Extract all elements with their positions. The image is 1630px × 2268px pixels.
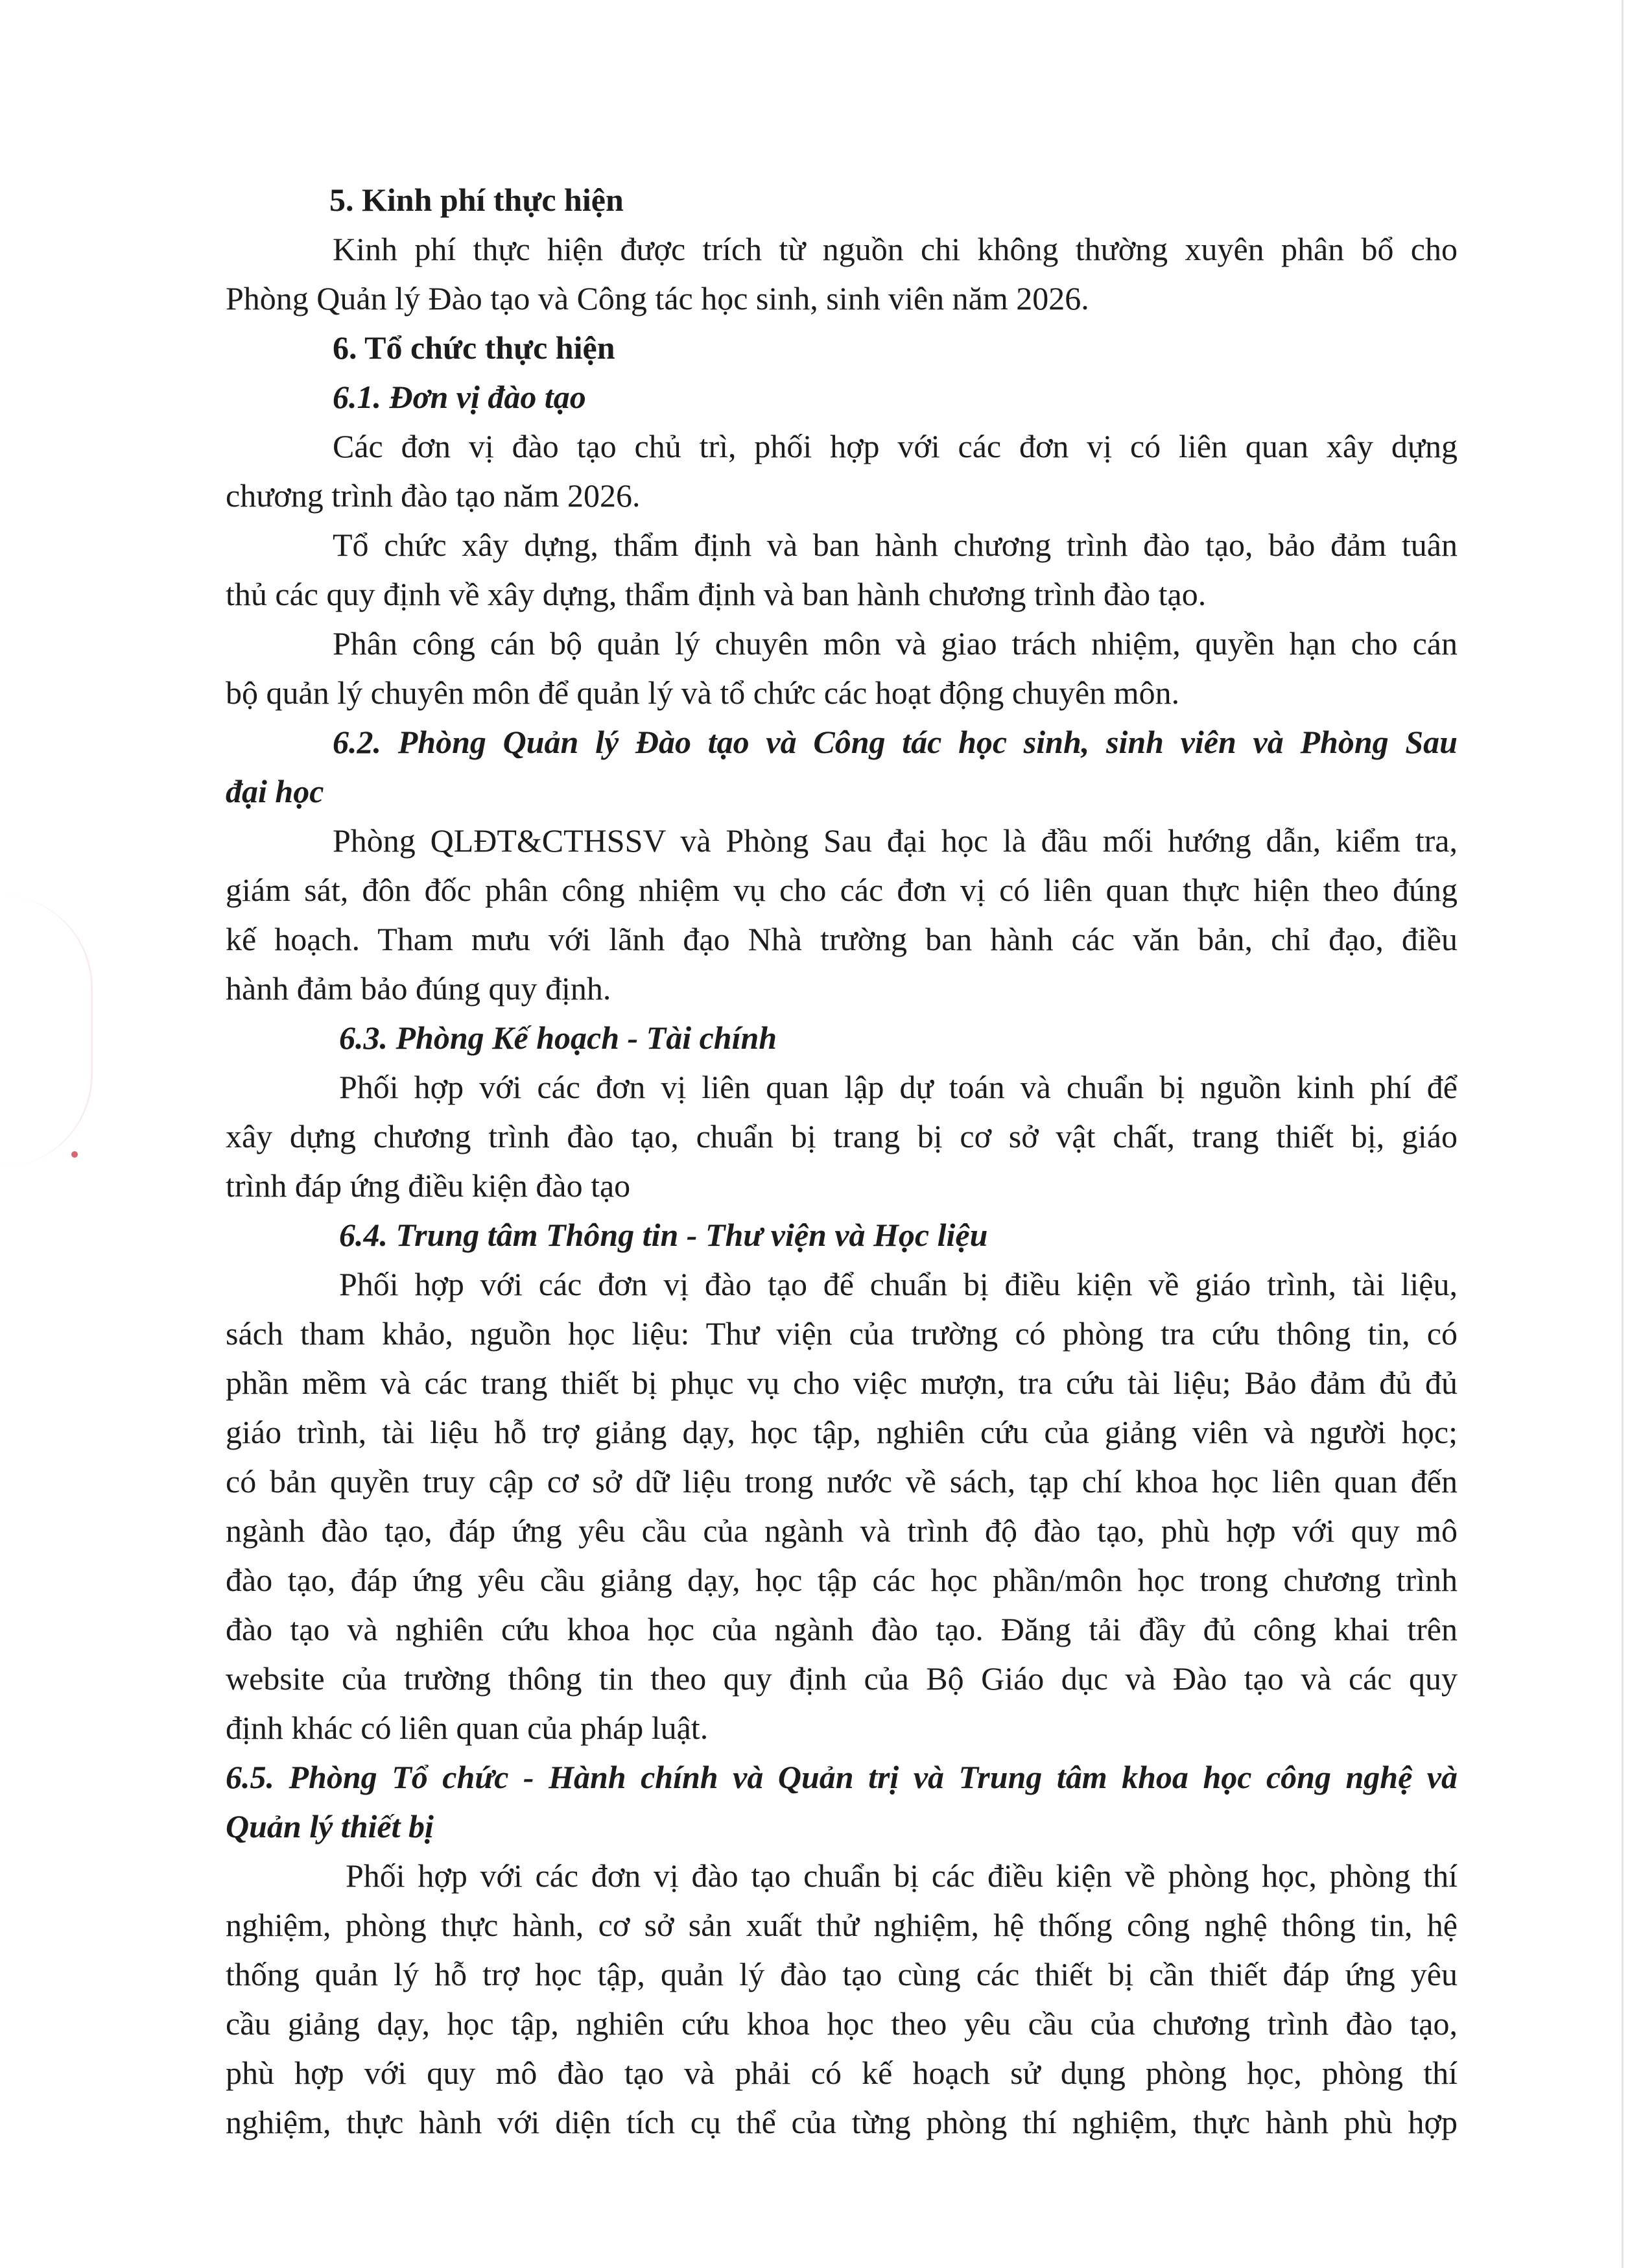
stamp-dot (71, 1151, 78, 1158)
paragraph-line: Phối hợp với các đơn vị đào tạo để chuẩn bị điều kiện về giáo trình, tài liệu, (339, 1266, 1458, 1302)
paragraph-line: có bản quyền truy cập cơ sở dữ liệu trong nước về sách, tạp chí khoa học liên quan đến (226, 1463, 1458, 1499)
paragraph-line: Phòng Quản lý Đào tạo và Công tác học sinh, sinh viên năm 2026. (226, 280, 1089, 316)
stamp-remnant (0, 895, 93, 1167)
paragraph-line: cầu giảng dạy, học tập, nghiên cứu khoa học theo yêu cầu của chương trình đào tạo, (226, 2005, 1458, 2042)
paragraph-line: Phối hợp với các đơn vị liên quan lập dự toán và chuẩn bị nguồn kinh phí để (339, 1069, 1458, 1105)
paragraph-line: Tổ chức xây dựng, thẩm định và ban hành chương trình đào tạo, bảo đảm tuân (333, 527, 1458, 563)
paragraph-line: Các đơn vị đào tạo chủ trì, phối hợp với các đơn vị có liên quan xây dựng (333, 428, 1458, 464)
paragraph-line: Phân công cán bộ quản lý chuyên môn và giao trách nhiệm, quyền hạn cho cán (333, 625, 1458, 662)
paragraph-line: xây dựng chương trình đào tạo, chuẩn bị trang bị cơ sở vật chất, trang thiết bị, giáo (226, 1118, 1458, 1154)
paragraph-line: phù hợp với quy mô đào tạo và phải có kế hoạch sử dụng phòng học, phòng thí (226, 2055, 1458, 2091)
paragraph-line: giám sát, đôn đốc phân công nhiệm vụ cho các đơn vị có liên quan thực hiện theo đúng (226, 872, 1458, 908)
heading-6-1: 6.1. Đơn vị đào tạo (333, 379, 586, 415)
paragraph-line: trình đáp ứng điều kiện đào tạo (226, 1167, 631, 1204)
heading-6-3: 6.3. Phòng Kế hoạch - Tài chính (339, 1020, 777, 1056)
paragraph-line: giáo trình, tài liệu hỗ trợ giảng dạy, học tập, nghiên cứu của giảng viên và người học; (226, 1414, 1458, 1450)
heading-5: 5. Kinh phí thực hiện (329, 182, 624, 218)
paragraph-line: website của trường thông tin theo quy định của Bộ Giáo dục và Đào tạo và các quy (226, 1660, 1458, 1697)
paragraph-line: kế hoạch. Tham mưu với lãnh đạo Nhà trường ban hành các văn bản, chỉ đạo, điều (226, 921, 1458, 957)
heading-6-4: 6.4. Trung tâm Thông tin - Thư viện và Học liệu (339, 1217, 988, 1253)
heading-6-5: 6.5. Phòng Tổ chức - Hành chính và Quản trị và Trung tâm khoa học công nghệ và (226, 1759, 1458, 1795)
paragraph-line: sách tham khảo, nguồn học liệu: Thư viện của trường có phòng tra cứu thông tin, có (226, 1315, 1458, 1352)
paragraph-line: nghiệm, thực hành với diện tích cụ thể của từng phòng thí nghiệm, thực hành phù hợp (226, 2104, 1458, 2140)
heading-6-2: 6.2. Phòng Quản lý Đào tạo và Công tác học sinh, sinh viên và Phòng Sau (333, 724, 1458, 760)
paragraph-line: thống quản lý hỗ trợ học tập, quản lý đào tạo cùng các thiết bị cần thiết đáp ứng yêu (226, 1956, 1458, 1992)
paragraph-line: chương trình đào tạo năm 2026. (226, 477, 641, 514)
paragraph-line: thủ các quy định về xây dựng, thẩm định và ban hành chương trình đào tạo. (226, 576, 1207, 612)
heading-6: 6. Tổ chức thực hiện (333, 329, 615, 366)
paragraph-line: Phòng QLĐT&CTHSSV và Phòng Sau đại học là đầu mối hướng dẫn, kiểm tra, (333, 822, 1458, 859)
page-edge (1622, 0, 1624, 2268)
paragraph-line: Kinh phí thực hiện được trích từ nguồn chi không thường xuyên phân bổ cho (333, 231, 1458, 267)
paragraph-line: đào tạo, đáp ứng yêu cầu giảng dạy, học tập các học phần/môn học trong chương trình (226, 1562, 1458, 1598)
paragraph-line: phần mềm và các trang thiết bị phục vụ cho việc mượn, tra cứu tài liệu; Bảo đảm đủ đủ (226, 1365, 1458, 1401)
paragraph-line: định khác có liên quan của pháp luật. (226, 1710, 709, 1746)
heading-6-2-cont: đại học (226, 773, 324, 809)
document-page (226, 175, 1458, 2147)
paragraph-line: bộ quản lý chuyên môn để quản lý và tổ chức các hoạt động chuyên môn. (226, 674, 1180, 711)
paragraph-line: Phối hợp với các đơn vị đào tạo chuẩn bị các điều kiện về phòng học, phòng thí (346, 1857, 1458, 1894)
paragraph-line: ngành đào tạo, đáp ứng yêu cầu của ngành và trình độ đào tạo, phù hợp với quy mô (226, 1512, 1458, 1549)
paragraph-line: nghiệm, phòng thực hành, cơ sở sản xuất thử nghiệm, hệ thống công nghệ thông tin, hệ (226, 1907, 1458, 1943)
paragraph-line: hành đảm bảo đúng quy định. (226, 970, 611, 1007)
paragraph-line: đào tạo và nghiên cứu khoa học của ngành đào tạo. Đăng tải đầy đủ công khai trên (226, 1611, 1458, 1647)
heading-6-5-cont: Quản lý thiết bị (226, 1808, 434, 1844)
